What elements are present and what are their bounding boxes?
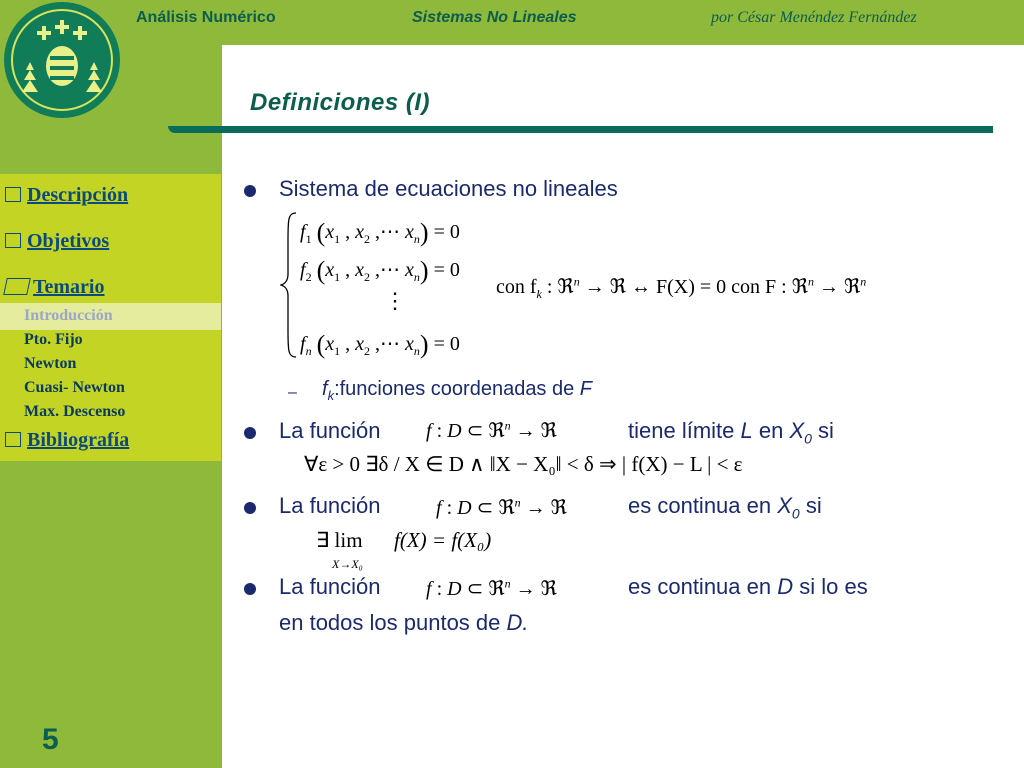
bullet-3-text: es continua en $X_0$ si [628, 493, 822, 522]
system-equation-1: $f_1$ ($x_1$ , $x_2$ ,⋯ $x_n) = 0$ [300, 218, 460, 247]
nav-subitem-max-descenso[interactable]: Max. Descenso [24, 403, 126, 420]
folder-icon [3, 278, 31, 295]
bullet-dot [244, 185, 256, 197]
system-vertical-dots: ⋮ [384, 288, 406, 313]
nav-item-descripcion[interactable] [5, 184, 128, 207]
nav-item-objetivos[interactable] [5, 230, 109, 253]
sub-bullet-dash: – [288, 384, 297, 401]
slide-title: Definiciones (I) [250, 89, 431, 116]
header-author: por César Menéndez Fernández [711, 9, 917, 26]
nav-item-label: Temario [33, 276, 105, 298]
system-side-condition: con $f_k$ : ℜ$^n$ → ℜ ↔ F(X) = 0 con F : ℜ$^n$ → ℜ$^n$ [496, 274, 867, 301]
nav-subitem-newton[interactable]: Newton [24, 355, 77, 372]
bullet-2-text: tiene límite L en $X_0$ si [628, 418, 834, 447]
bullet-4-line-2: en todos los puntos de D. [279, 610, 529, 635]
bullet-dot [244, 427, 256, 439]
limit-subscript: X→X₀ [332, 557, 363, 571]
checkbox-icon [5, 432, 21, 447]
bullet-4-label: La función [279, 574, 381, 599]
nav-item-label: Bibliografía [27, 429, 130, 451]
header-topic: Sistemas No Lineales [412, 9, 577, 26]
nav-item-bibliografia[interactable] [5, 429, 129, 452]
nav-item-label: Descripción [27, 184, 129, 206]
nav-subitem-pto-fijo[interactable]: Pto. Fijo [24, 331, 83, 348]
bullet-2-label: La función [279, 418, 381, 443]
limit-definition: ∀ε > 0 ∃δ / X ∈ D ∧ ‖X − X₀‖ < δ ⇒ | f(X) − L | < ε [304, 452, 743, 476]
page-number: 5 [42, 723, 59, 756]
university-seal-logo [4, 2, 120, 118]
continuity-limit: ∃ lim [316, 528, 363, 552]
header-subject: Análisis Numérico [136, 9, 276, 26]
function-mapping: f : D ⊂ ℜ$^n$ → ℜ [426, 576, 557, 600]
bullet-dot [244, 583, 256, 595]
nav-subitem-cuasi-newton[interactable]: Cuasi- Newton [24, 379, 125, 396]
topic-navigation-panel [0, 174, 221, 461]
bullet-4-text: es continua en D si lo es [628, 574, 868, 599]
nav-subitem-introduccion[interactable]: Introducción [24, 307, 113, 324]
system-equation-n: $f_n$ ($x_1$ , $x_2$ ,⋯ $x_n) = 0$ [300, 330, 460, 359]
checkbox-icon [5, 233, 21, 248]
title-underline [168, 126, 993, 133]
bullet-dot [244, 502, 256, 514]
system-brace [280, 210, 300, 360]
bullet-3-label: La función [279, 493, 381, 518]
nav-item-temario[interactable] [5, 276, 104, 299]
system-equation-2: $f_2$ ($x_1$ , $x_2$ ,⋯ $x_n) = 0$ [300, 256, 460, 285]
function-mapping: f : D ⊂ ℜ$^n$ → ℜ [426, 418, 557, 442]
function-mapping: f : D ⊂ ℜ$^n$ → ℜ [436, 495, 567, 519]
nav-item-label: Objetivos [27, 230, 110, 252]
sub-bullet-text: $f_k:funciones$ coordenadas de F [322, 378, 593, 403]
checkbox-icon [5, 187, 21, 202]
bullet-1-text: Sistema de ecuaciones no lineales [279, 176, 618, 201]
continuity-equation: f(X) = f(X₀) [394, 528, 492, 552]
